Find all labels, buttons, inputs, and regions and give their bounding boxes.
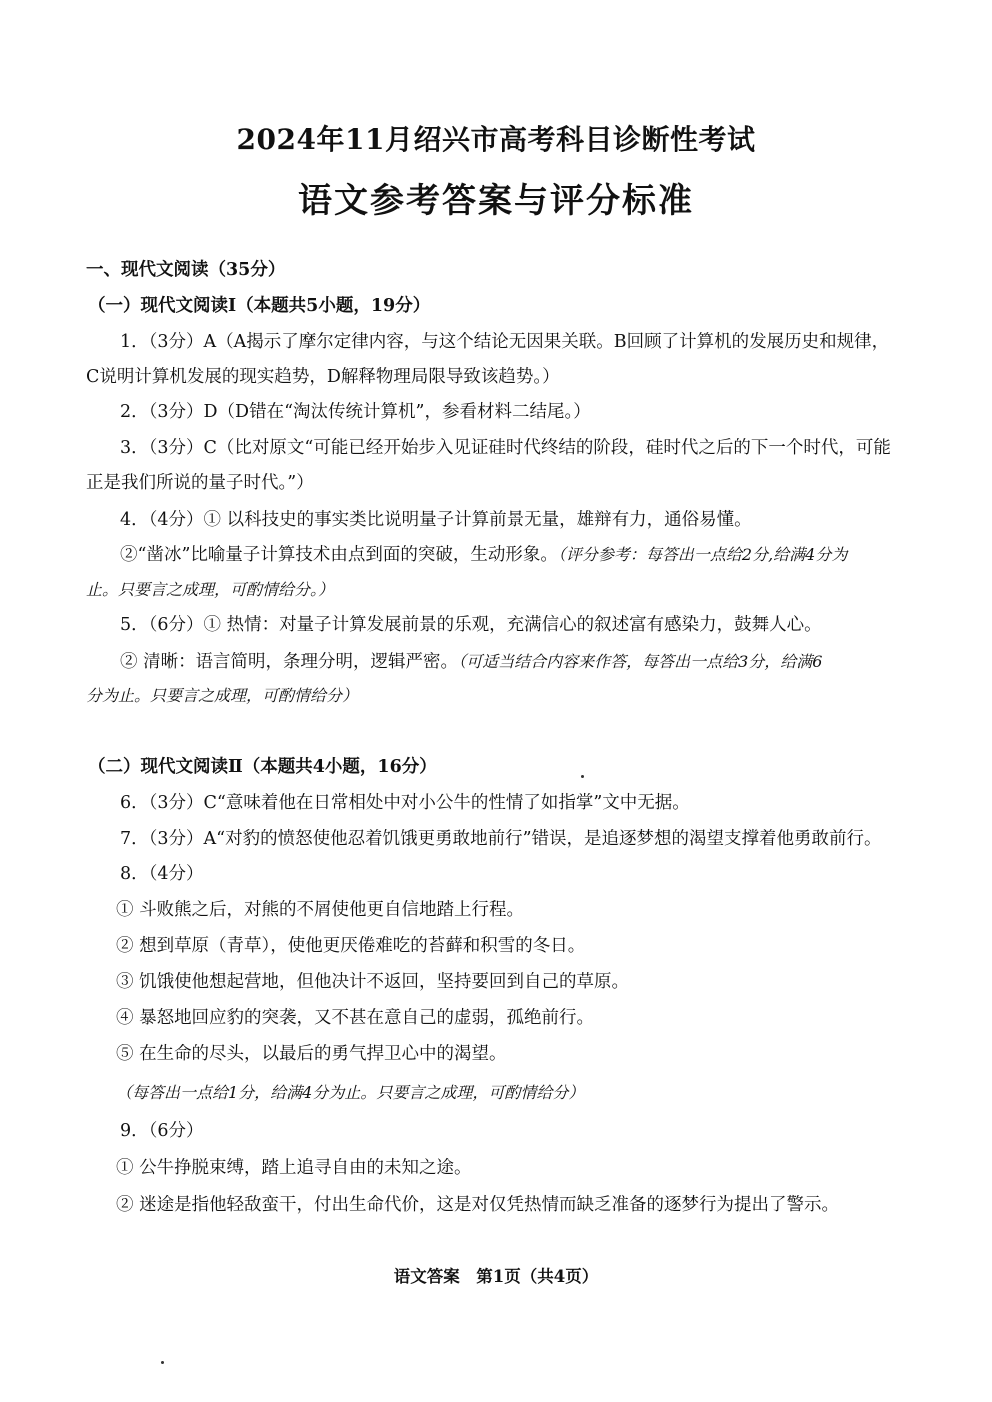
q9-point1: ① 公牛挣脱束缚，踏上追寻自由的未知之途。 [116,1158,472,1178]
part2-heading: （二）现代文阅读Ⅱ（本题共4小题，16分） [88,757,437,777]
q8-point5: ⑤ 在生命的尽头，以最后的勇气捍卫心中的渴望。 [116,1044,507,1064]
document-subtitle: 语文参考答案与评分标准 [298,181,694,221]
q5-line2 [120,650,822,674]
q3-line1: 3．（3分）C（比对原文“可能已经开始步入见证硅时代终结的阶段，硅时代之后的下一个时代，可能 [120,438,891,458]
q8-point1: ① 斗败熊之后，对熊的不屑使他更自信地踏上行程。 [116,900,525,920]
q4-scoring-note: （评分参考：每答出一点给2分,给满4分为 [557,545,848,564]
q4-line1: 4．（4分）① 以科技史的事实类比说明量子计算前景无量，雄辩有力，通俗易懂。 [120,510,752,530]
section-heading-modern-reading: 一、现代文阅读（35分） [86,260,286,280]
q8-scoring-note: （每答出一点给1分，给满4分为止。只要言之成理，可酌情给分） [116,1083,585,1102]
q4-line3: 止。只要言之成理，可酌情给分。） [86,580,335,599]
scan-speck [161,1361,164,1364]
q8-point4: ④ 暴怒地回应豹的突袭，又不甚在意自己的虚弱，孤绝前行。 [116,1008,595,1028]
q3-line2: 正是我们所说的量子时代。”） [86,473,314,493]
q5-point2: ② 清晰：语言简明，条理分明，逻辑严密。 [120,652,459,672]
q4-point2: ②“凿冰”比喻量子计算技术由点到面的突破，生动形象。 [120,545,558,565]
part1-heading: （一）现代文阅读Ⅰ（本题共5小题，19分） [88,296,431,316]
q5-line3: 分为止。只要言之成理，可酌情给分） [86,686,359,705]
q9-line: 9．（6分） [120,1121,204,1141]
q4-line2 [120,543,847,567]
scan-speck [581,775,584,778]
q8-point2: ② 想到草原（青草），使他更厌倦难吃的苔藓和积雪的冬日。 [116,936,586,956]
q2-line: 2．（3分）D（D错在“淘汰传统计算机”，参看材料二结尾。） [120,402,591,422]
page-footer: 语文答案 第1页（共4页） [393,1267,599,1286]
exam-title: 2024年11月绍兴市高考科目诊断性考试 [236,123,756,156]
q5-scoring-note: （可适当结合内容来作答，每答出一点给3分，给满6 [458,652,823,671]
q1-line2: C说明计算机发展的现实趋势，D解释物理局限导致该趋势。） [86,367,560,387]
q8-point3: ③ 饥饿使他想起营地，但他决计不返回，坚持要回到自己的草原。 [116,972,630,992]
q7-line: 7．（3分）A“对豹的愤怒使他忍着饥饿更勇敢地前行”错误，是追逐梦想的渴望支撑着他勇敢前行。 [120,829,882,849]
q9-point2: ② 迷途是指他轻敌蛮干，付出生命代价，这是对仅凭热情而缺乏准备的逐梦行为提出了警示。 [116,1195,840,1215]
q1-line1: 1．（3分）A（A揭示了摩尔定律内容，与这个结论无因果关联。B回顾了计算机的发展历史和规律， [120,332,890,352]
q6-line: 6．（3分）C“意味着他在日常相处中对小公牛的性情了如指掌”文中无据。 [120,793,690,813]
q5-line1: 5．（6分）① 热情：对量子计算发展前景的乐观，充满信心的叙述富有感染力，鼓舞人心。 [120,615,822,635]
q8-line: 8．（4分） [120,864,204,884]
